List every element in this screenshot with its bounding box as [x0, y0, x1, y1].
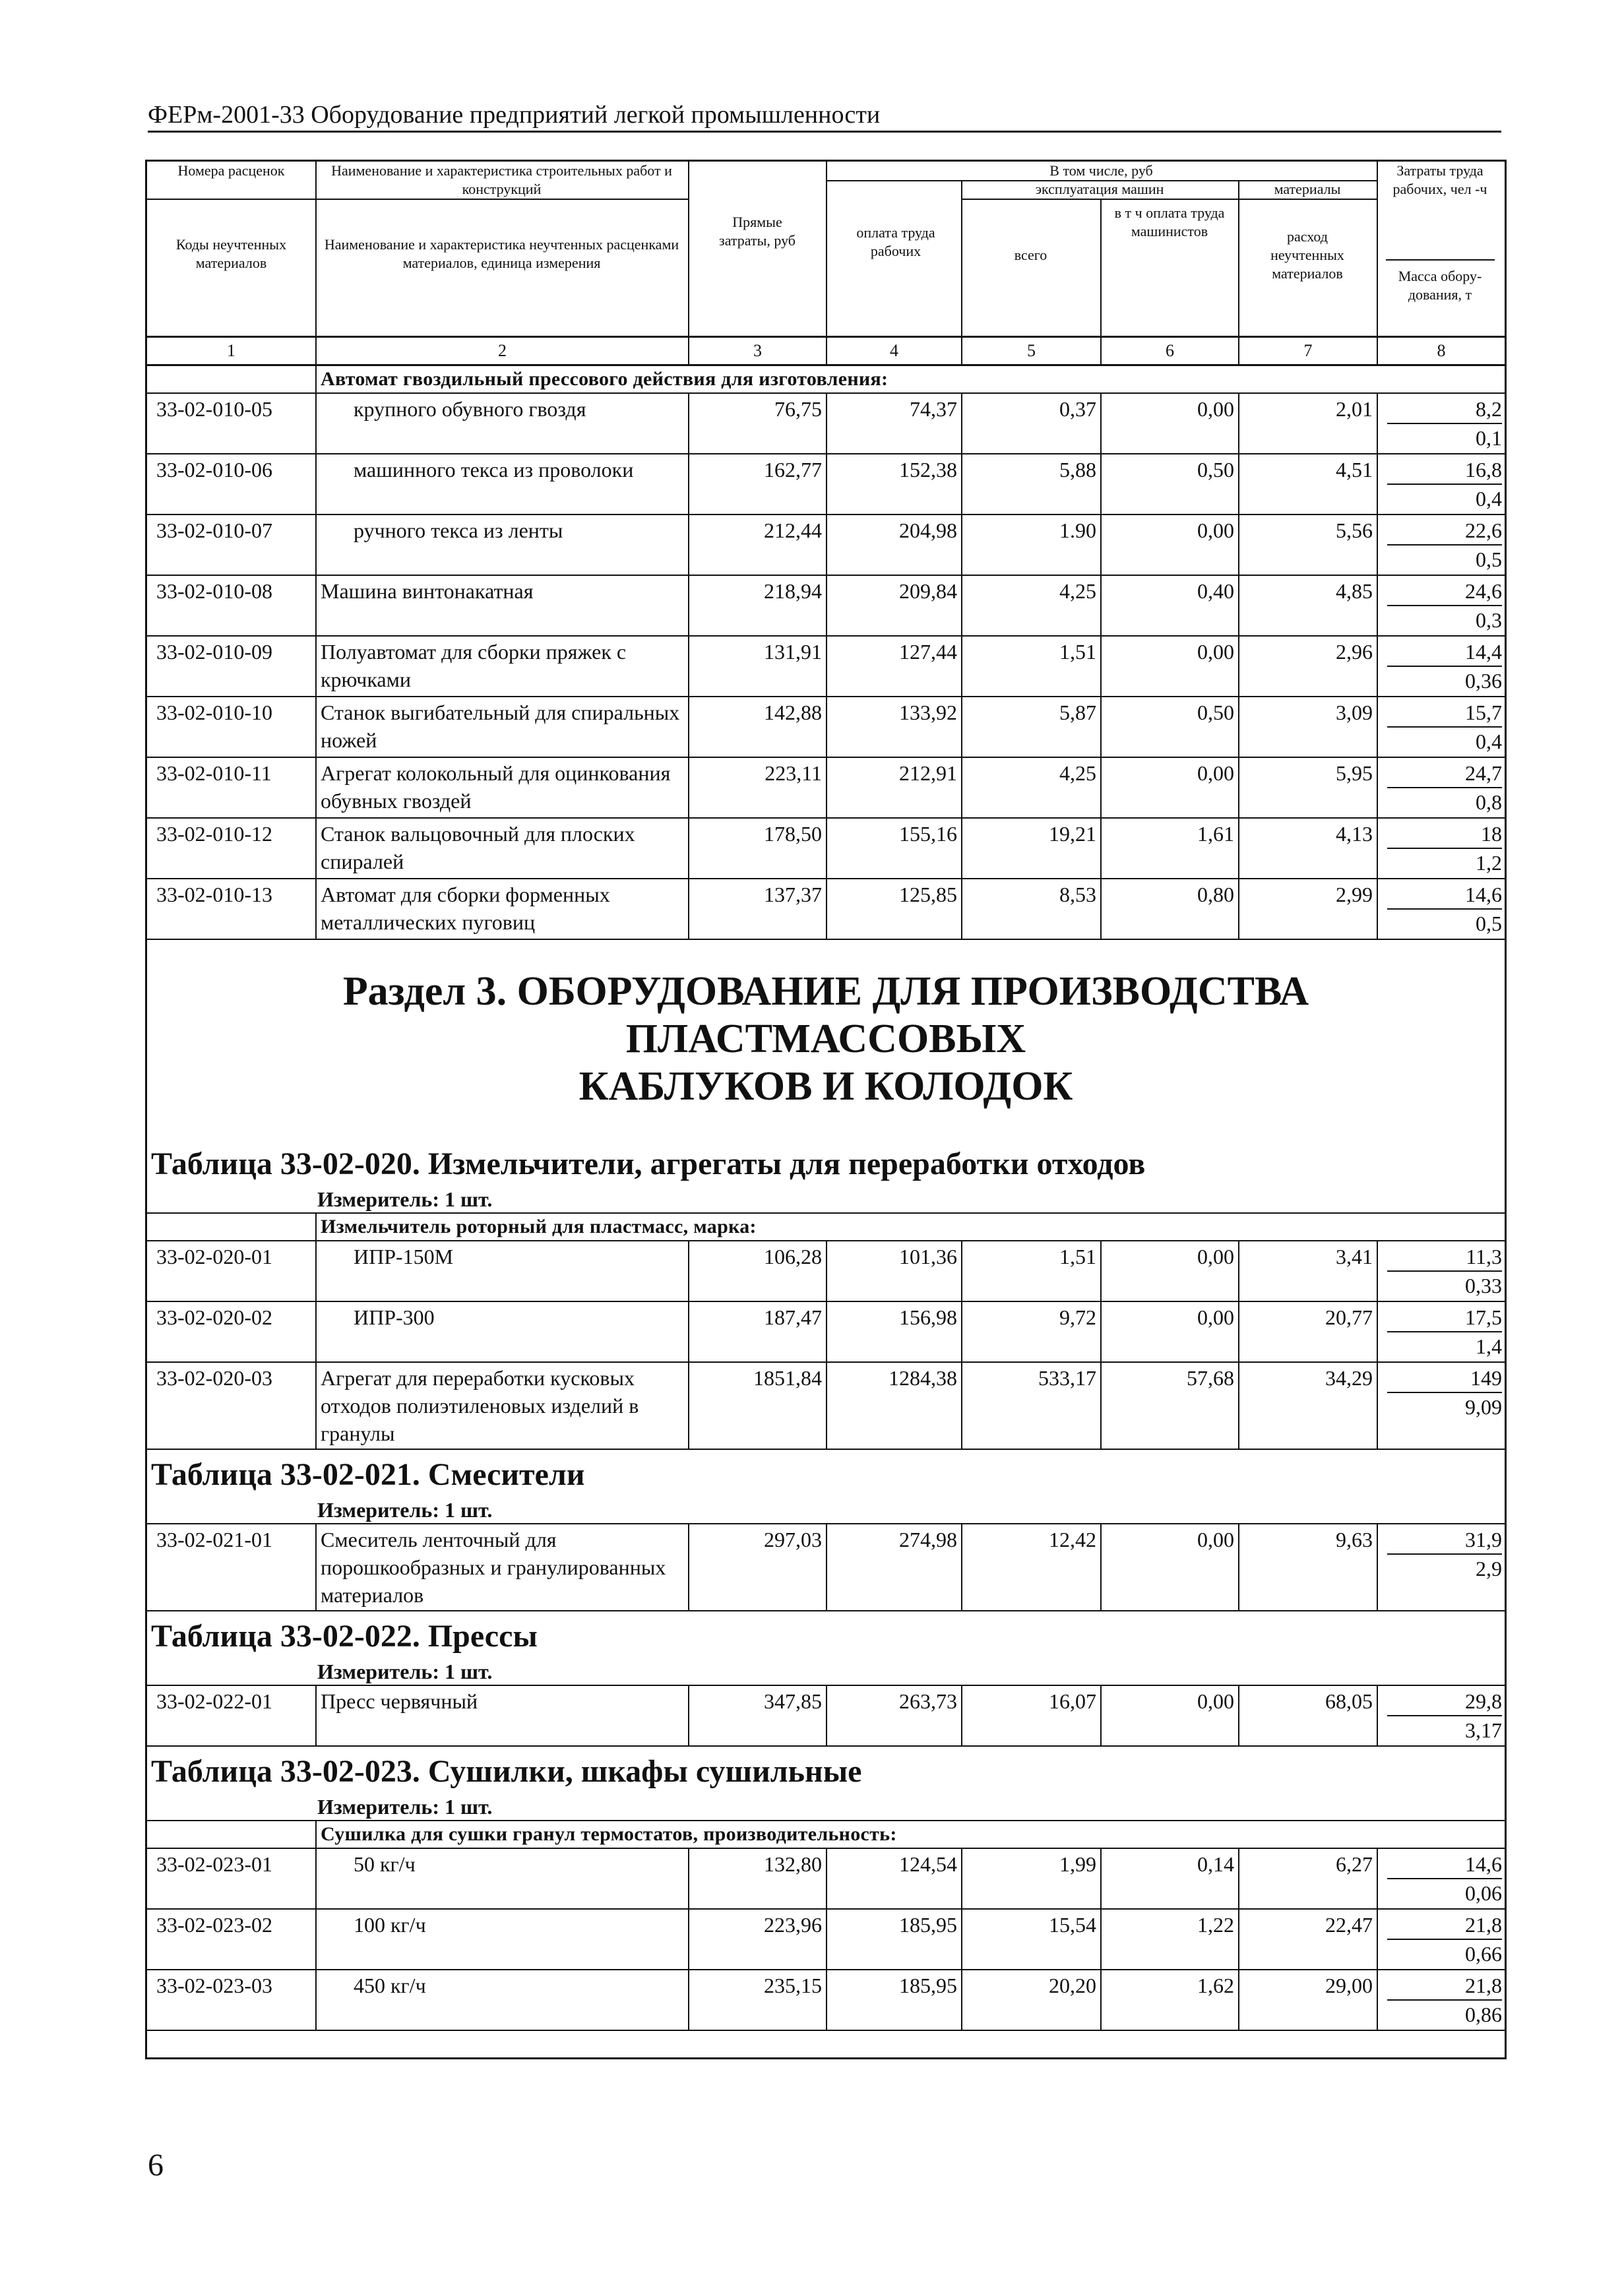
equipment-mass: 0,5 — [1476, 912, 1502, 935]
work-name: 450 кг/ч — [317, 1970, 689, 2030]
direct-costs: 76,75 — [689, 394, 827, 453]
materials-expense: 29,00 — [1239, 1970, 1378, 2030]
machines-total: 12,42 — [962, 1524, 1102, 1610]
rows-table-020 — [147, 1241, 1505, 1450]
work-name: машинного текса из проволоки — [317, 454, 689, 514]
rate-code: 33-02-021-01 — [147, 1524, 317, 1610]
table-row — [147, 1970, 1505, 2031]
table-row — [147, 697, 1505, 758]
header-materials: материалы — [1274, 181, 1341, 197]
materials-expense: 9,63 — [1239, 1524, 1378, 1610]
machinists-pay: 1,22 — [1102, 1910, 1239, 1969]
labor-and-mass — [1378, 576, 1505, 635]
header-machines: эксплуатация машин — [1035, 181, 1164, 197]
work-name: Станок выгибательный для спиральных ножей — [317, 697, 689, 757]
work-name: Агрегат колокольный для оцинкования обувных гвоздей — [317, 758, 689, 817]
machines-total: 1,99 — [962, 1849, 1102, 1908]
rate-code: 33-02-022-01 — [147, 1686, 317, 1745]
rate-code: 33-02-010-08 — [147, 576, 317, 635]
header-equipment-mass: Масса обору-дования, т — [1398, 268, 1482, 303]
section-title-line-2: КАБЛУКОВ И КОЛОДОК — [578, 1064, 1073, 1109]
labor-and-mass — [1378, 758, 1505, 817]
labor-costs: 14,6 — [1387, 881, 1502, 910]
machines-total: 1,51 — [962, 637, 1102, 696]
table-021-title: Таблица 33-02-021. Смесители — [151, 1457, 585, 1492]
materials-expense: 5,56 — [1239, 515, 1378, 575]
table-row — [147, 819, 1505, 879]
machinists-pay: 57,68 — [1102, 1363, 1239, 1449]
table-row — [147, 637, 1505, 697]
equipment-mass: 0,4 — [1476, 730, 1502, 753]
workers-pay: 133,92 — [827, 697, 962, 757]
work-name: ИПР-300 — [317, 1302, 689, 1361]
work-name: Агрегат для переработки кусковых отходов полиэтиленовых изделий в гранулы — [317, 1363, 689, 1449]
labor-and-mass — [1378, 879, 1505, 939]
header-machines-total: всего — [1014, 247, 1047, 263]
machines-total: 5,87 — [962, 697, 1102, 757]
labor-and-mass — [1378, 819, 1505, 878]
machines-total: 4,25 — [962, 758, 1102, 817]
column-number: 4 — [827, 338, 962, 364]
header-materials-name: Наименование и характеристика неучтенных расценками материалов, единица измерения — [324, 236, 679, 271]
machines-total: 9,72 — [962, 1302, 1102, 1361]
section-title — [147, 940, 1505, 1139]
direct-costs: 347,85 — [689, 1686, 827, 1745]
workers-pay: 209,84 — [827, 576, 962, 635]
labor-and-mass — [1378, 515, 1505, 575]
direct-costs: 132,80 — [689, 1849, 827, 1908]
work-name: Полуавтомат для сборки пряжек с крючками — [317, 637, 689, 696]
work-name: Смеситель ленточный для порошкообразных и гранулированных материалов — [317, 1524, 689, 1610]
workers-pay: 156,98 — [827, 1302, 962, 1361]
workers-pay: 212,91 — [827, 758, 962, 817]
document-body — [145, 160, 1507, 2059]
machines-total: 19,21 — [962, 819, 1102, 878]
machinists-pay: 1,62 — [1102, 1970, 1239, 2030]
rate-code: 33-02-020-03 — [147, 1363, 317, 1449]
work-name: Станок вальцовочный для плоских спиралей — [317, 819, 689, 878]
column-numbers-row — [147, 338, 1505, 366]
table-020-title: Таблица 33-02-020. Измельчители, агрегаты для переработки отходов — [151, 1146, 1146, 1181]
machines-total: 15,54 — [962, 1910, 1102, 1969]
labor-costs: 24,7 — [1387, 759, 1502, 788]
machines-total: 0,37 — [962, 394, 1102, 453]
machinists-pay: 0,14 — [1102, 1849, 1239, 1908]
header-material-codes: Коды неучтенных материалов — [175, 236, 287, 271]
table-row — [147, 515, 1505, 576]
equipment-mass: 0,5 — [1476, 547, 1502, 571]
labor-costs: 14,6 — [1387, 1850, 1502, 1879]
equipment-mass: 0,86 — [1465, 2003, 1502, 2026]
rate-code: 33-02-020-02 — [147, 1302, 317, 1361]
labor-and-mass — [1378, 1686, 1505, 1745]
direct-costs: 131,91 — [689, 637, 827, 696]
equipment-mass: 0,3 — [1476, 608, 1502, 632]
labor-and-mass — [1378, 454, 1505, 514]
materials-expense: 22,47 — [1239, 1910, 1378, 1969]
workers-pay: 127,44 — [827, 637, 962, 696]
rate-code: 33-02-023-01 — [147, 1849, 317, 1908]
machinists-pay: 0,00 — [1102, 1524, 1239, 1610]
rate-code: 33-02-023-03 — [147, 1970, 317, 2030]
materials-expense: 68,05 — [1239, 1686, 1378, 1745]
machinists-pay: 0,50 — [1102, 697, 1239, 757]
machines-total: 8,53 — [962, 879, 1102, 939]
direct-costs: 223,96 — [689, 1910, 827, 1969]
work-name: Машина винтонакатная — [317, 576, 689, 635]
materials-expense: 2,96 — [1239, 637, 1378, 696]
materials-expense: 20,77 — [1239, 1302, 1378, 1361]
work-name: ручного текса из ленты — [317, 515, 689, 575]
materials-expense: 6,27 — [1239, 1849, 1378, 1908]
equipment-mass: 0,8 — [1476, 790, 1502, 814]
equipment-mass: 0,36 — [1465, 669, 1502, 693]
table-row — [147, 1241, 1505, 1302]
group-heading — [147, 366, 1505, 394]
labor-costs: 24,6 — [1387, 577, 1502, 606]
column-number: 1 — [147, 338, 317, 364]
machinists-pay: 0,00 — [1102, 637, 1239, 696]
labor-costs: 22,6 — [1387, 516, 1502, 546]
direct-costs: 162,77 — [689, 454, 827, 514]
rows-table-022 — [147, 1686, 1505, 1747]
rate-code: 33-02-023-02 — [147, 1910, 317, 1969]
group-heading — [147, 1214, 1505, 1241]
machines-total: 533,17 — [962, 1363, 1102, 1449]
materials-expense: 4,13 — [1239, 819, 1378, 878]
group-title: Сушилка для сушки гранул термостатов, производительность: — [321, 1823, 897, 1845]
labor-and-mass — [1378, 394, 1505, 453]
rate-code: 33-02-010-07 — [147, 515, 317, 575]
labor-costs: 21,8 — [1387, 1911, 1502, 1940]
labor-and-mass — [1378, 1241, 1505, 1301]
labor-costs: 17,5 — [1387, 1303, 1502, 1332]
machinists-pay: 0,00 — [1102, 1686, 1239, 1745]
machines-total: 20,20 — [962, 1970, 1102, 2030]
equipment-mass: 0,4 — [1476, 487, 1502, 511]
rate-code: 33-02-010-12 — [147, 819, 317, 878]
direct-costs: 178,50 — [689, 819, 827, 878]
workers-pay: 185,95 — [827, 1970, 962, 2030]
direct-costs: 137,37 — [689, 879, 827, 939]
materials-expense: 3,41 — [1239, 1241, 1378, 1301]
direct-costs: 223,11 — [689, 758, 827, 817]
equipment-mass: 9,09 — [1465, 1395, 1502, 1419]
rate-code: 33-02-010-10 — [147, 697, 317, 757]
table-row — [147, 758, 1505, 819]
direct-costs: 1851,84 — [689, 1363, 827, 1449]
direct-costs: 218,94 — [689, 576, 827, 635]
work-name: 50 кг/ч — [317, 1849, 689, 1908]
column-number: 8 — [1437, 341, 1446, 360]
labor-and-mass — [1378, 1849, 1505, 1908]
direct-costs: 142,88 — [689, 697, 827, 757]
labor-costs: 18 — [1387, 820, 1502, 849]
work-name: ИПР-150М — [317, 1241, 689, 1301]
direct-costs: 212,44 — [689, 515, 827, 575]
direct-costs: 187,47 — [689, 1302, 827, 1361]
equipment-mass: 2,9 — [1476, 1557, 1502, 1580]
header-including: В том числе, руб — [1049, 162, 1153, 179]
direct-costs: 297,03 — [689, 1524, 827, 1610]
table-row — [147, 1910, 1505, 1970]
table-row — [147, 1686, 1505, 1747]
workers-pay: 74,37 — [827, 394, 962, 453]
table-row — [147, 394, 1505, 454]
machines-total: 1.90 — [962, 515, 1102, 575]
meter-label: Измеритель: 1 шт. — [147, 1186, 1505, 1214]
workers-pay: 263,73 — [827, 1686, 962, 1745]
labor-and-mass — [1378, 1302, 1505, 1361]
labor-and-mass — [1378, 1970, 1505, 2030]
workers-pay: 204,98 — [827, 515, 962, 575]
equipment-mass: 0,06 — [1465, 1881, 1502, 1905]
equipment-mass: 0,33 — [1465, 1274, 1502, 1297]
column-number: 6 — [1102, 338, 1239, 364]
labor-and-mass — [1378, 1363, 1505, 1449]
labor-costs: 21,8 — [1387, 1972, 1502, 2001]
workers-pay: 124,54 — [827, 1849, 962, 1908]
machinists-pay: 0,00 — [1102, 1241, 1239, 1301]
labor-and-mass — [1378, 1524, 1505, 1610]
rows-table-010 — [147, 394, 1505, 940]
table-header — [147, 162, 1505, 338]
materials-expense: 34,29 — [1239, 1363, 1378, 1449]
meter-label: Измеритель: 1 шт. — [147, 1658, 1505, 1686]
labor-costs: 11,3 — [1387, 1243, 1502, 1272]
materials-expense: 2,99 — [1239, 879, 1378, 939]
rate-code: 33-02-010-11 — [147, 758, 317, 817]
work-name: Автомат для сборки форменных металлических пуговиц — [317, 879, 689, 939]
column-number: 7 — [1239, 338, 1378, 364]
machinists-pay: 0,40 — [1102, 576, 1239, 635]
machines-total: 1,51 — [962, 1241, 1102, 1301]
equipment-mass: 0,1 — [1476, 426, 1502, 450]
materials-expense: 4,85 — [1239, 576, 1378, 635]
labor-and-mass — [1378, 697, 1505, 757]
direct-costs: 235,15 — [689, 1970, 827, 2030]
section-title-line-1: Раздел 3. ОБОРУДОВАНИЕ ДЛЯ ПРОИЗВОДСТВА ПЛАСТМАССОВЫХ — [342, 969, 1309, 1061]
header-machinists-pay: в т ч оплата труда машинистов — [1114, 204, 1225, 239]
labor-costs: 15,7 — [1387, 699, 1502, 728]
column-number: 2 — [317, 338, 689, 364]
header-works-name: Наименование и характеристика строительных работ и конструкций — [331, 162, 672, 197]
work-name: 100 кг/ч — [317, 1910, 689, 1969]
equipment-mass: 1,4 — [1476, 1334, 1502, 1358]
machinists-pay: 0,00 — [1102, 1302, 1239, 1361]
equipment-mass: 0,66 — [1465, 1942, 1502, 1966]
rate-code: 33-02-010-09 — [147, 637, 317, 696]
group-title: Автомат гвоздильный прессового действия для изготовления: — [321, 368, 889, 390]
labor-costs: 149 — [1387, 1364, 1502, 1393]
labor-costs: 31,9 — [1387, 1526, 1502, 1555]
column-number: 3 — [689, 338, 827, 364]
rate-code: 33-02-010-13 — [147, 879, 317, 939]
header-material-expense: расход неучтенных материалов — [1270, 228, 1344, 282]
labor-and-mass — [1378, 1910, 1505, 1969]
materials-expense: 5,95 — [1239, 758, 1378, 817]
rows-table-021 — [147, 1524, 1505, 1611]
equipment-mass: 1,2 — [1476, 851, 1502, 875]
labor-costs: 14,4 — [1387, 638, 1502, 667]
workers-pay: 152,38 — [827, 454, 962, 514]
meter-label: Измеритель: 1 шт. — [147, 1497, 1505, 1524]
machines-total: 5,88 — [962, 454, 1102, 514]
materials-expense: 2,01 — [1239, 394, 1378, 453]
group-heading — [147, 1821, 1505, 1849]
column-number: 5 — [962, 338, 1102, 364]
table-022-title: Таблица 33-02-022. Прессы — [151, 1619, 538, 1654]
table-row — [147, 454, 1505, 515]
machinists-pay: 0,80 — [1102, 879, 1239, 939]
meter-label: Измеритель: 1 шт. — [147, 1794, 1505, 1821]
workers-pay: 1284,38 — [827, 1363, 962, 1449]
machinists-pay: 0,00 — [1102, 515, 1239, 575]
group-title: Измельчитель роторный для пластмасс, марка: — [321, 1216, 757, 1237]
work-name: Пресс червячный — [317, 1686, 689, 1745]
machinists-pay: 0,50 — [1102, 454, 1239, 514]
table-row — [147, 576, 1505, 637]
rate-code: 33-02-010-06 — [147, 454, 317, 514]
header-rate-numbers: Номера расценок — [177, 162, 285, 179]
rate-code: 33-02-010-05 — [147, 394, 317, 453]
rows-table-023 — [147, 1849, 1505, 2031]
header-labor-costs: Затраты труда рабочих, чел -ч — [1392, 162, 1487, 197]
table-row — [147, 1363, 1505, 1450]
table-row — [147, 1849, 1505, 1910]
labor-and-mass — [1378, 637, 1505, 696]
header-direct-costs: Прямые затраты, руб — [719, 214, 796, 249]
workers-pay: 274,98 — [827, 1524, 962, 1610]
table-row — [147, 1524, 1505, 1611]
machines-total: 16,07 — [962, 1686, 1102, 1745]
work-name: крупного обувного гвоздя — [317, 394, 689, 453]
table-row — [147, 1302, 1505, 1363]
page-number: 6 — [148, 2148, 164, 2183]
workers-pay: 125,85 — [827, 879, 962, 939]
machines-total: 4,25 — [962, 576, 1102, 635]
workers-pay: 101,36 — [827, 1241, 962, 1301]
workers-pay: 185,95 — [827, 1910, 962, 1969]
labor-costs: 29,8 — [1387, 1687, 1502, 1716]
page-header: ФЕРм-2001-33 Оборудование предприятий легкой промышленности — [148, 100, 1501, 133]
labor-costs: 8,2 — [1387, 395, 1502, 424]
direct-costs: 106,28 — [689, 1241, 827, 1301]
table-023-title: Таблица 33-02-023. Сушилки, шкафы сушильные — [151, 1754, 862, 1789]
machinists-pay: 1,61 — [1102, 819, 1239, 878]
materials-expense: 4,51 — [1239, 454, 1378, 514]
table-row — [147, 879, 1505, 940]
machinists-pay: 0,00 — [1102, 394, 1239, 453]
workers-pay: 155,16 — [827, 819, 962, 878]
machinists-pay: 0,00 — [1102, 758, 1239, 817]
labor-costs: 16,8 — [1387, 456, 1502, 485]
header-workers-pay: оплата труда рабочих — [856, 224, 935, 259]
rate-code: 33-02-020-01 — [147, 1241, 317, 1301]
equipment-mass: 3,17 — [1465, 1718, 1502, 1742]
materials-expense: 3,09 — [1239, 697, 1378, 757]
